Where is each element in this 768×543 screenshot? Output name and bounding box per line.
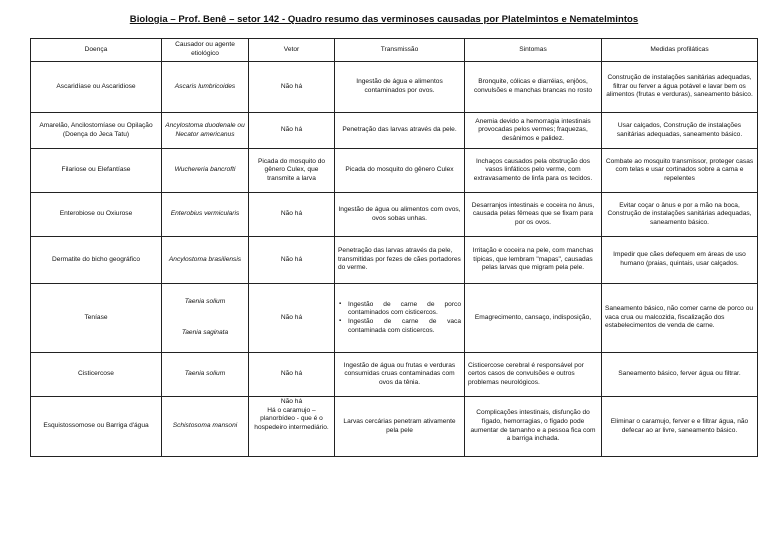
header-vetor: Vetor <box>249 39 335 62</box>
cell-transmissao: Ingestão de água ou alimentos com ovos, ovos sobas unhas. <box>335 193 465 237</box>
cell-doenca: Filariose ou Elefantíase <box>31 149 162 193</box>
header-causador: Causador ou agente etiológico <box>162 39 249 62</box>
cell-doenca: Cisticercose <box>31 353 162 397</box>
table-row <box>31 284 758 353</box>
table-row <box>31 397 758 457</box>
cell-causador <box>162 284 249 353</box>
cell-medidas: Construção de instalações sanitárias adequadas, filtrar ou ferver a água potável e lavar bem os alimentos (frutas e verduras), saneamento básico. <box>602 62 758 113</box>
cell-vetor: Não há <box>249 62 335 113</box>
cell-doenca: Esquistossomose ou Barriga d'água <box>31 397 162 457</box>
vetor-1: Não há <box>280 398 303 405</box>
cell-vetor: Não há <box>249 237 335 284</box>
cell-medidas: Combate ao mosquito transmissor, proteger casas com telas e usar cortinados sobre a cama e repelentes <box>602 149 758 193</box>
cell-transmissao: Penetração das larvas através da pele, transmitidas por fezes de cães portadores do verme. <box>335 237 465 284</box>
cell-sintomas: Complicações intestinais, disfunção do fígado, hemorragias, o fígado pode aumentar de tamanho e a pessoa fica com a barriga inchada. <box>465 397 602 457</box>
cell-causador: Ascaris lumbricoides <box>162 62 249 113</box>
cell-causador: Ancylostoma duodenale ou Necator americanus <box>162 113 249 149</box>
table-row <box>31 113 758 149</box>
table-row <box>31 62 758 113</box>
cell-vetor: Não há <box>249 113 335 149</box>
table-row <box>31 149 758 193</box>
document-title: Biologia – Prof. Benê – setor 142 - Quadro resumo das verminoses causadas por Platelmintos e Nematelmintos <box>129 14 639 25</box>
cell-doenca <box>31 113 162 149</box>
cell-doenca: Dermatite do bicho geográfico <box>31 237 162 284</box>
cell-sintomas: Desarranjos intestinais e coceira no ânus, causada pelas fêmeas que se fixam para por os ovos. <box>465 193 602 237</box>
list-item: ▪ Ingestão de carne de vaca contaminada com cisticercos. <box>348 318 461 335</box>
cell-vetor: Não há <box>249 284 335 353</box>
cell-doenca: Ascaridíase ou Ascaridiose <box>31 62 162 113</box>
causador-2: Taenia saginata <box>181 329 229 336</box>
header-row <box>31 39 758 62</box>
cell-vetor: Picada do mosquito do gênero Culex, que transmite a larva <box>249 149 335 193</box>
transmissao-list <box>338 301 461 335</box>
cell-sintomas: Bronquite, cólicas e diarréias, enjôos, convulsões e manchas brancas no rosto <box>465 62 602 113</box>
cell-sintomas: Inchaços causados pela obstrução dos vasos linfáticos pelo verme, com extravasamento de linfa para os tecidos. <box>465 149 602 193</box>
cell-medidas: Eliminar o caramujo, ferver e e filtrar água, não defecar ao ar livre, saneamento básico. <box>602 397 758 457</box>
cell-transmissao: Ingestão de água ou frutas e verduras consumidas cruas contaminadas com ovos da tênia. <box>335 353 465 397</box>
cell-medidas: Impedir que cães defequem em áreas de uso humano (praias, quintais, usar calçados. <box>602 237 758 284</box>
cell-vetor <box>249 397 335 457</box>
cell-transmissao: Ingestão de água e alimentos contaminados por ovos. <box>335 62 465 113</box>
cell-sintomas: Anemia devido a hemorragia intestinais provocadas pelos vermes; fraquezas, desânimos e palidez. <box>465 113 602 149</box>
cell-medidas: Saneamento básico, não comer carne de porco ou vaca crua ou malcozida, fiscalização dos estabelecimentos de venda de carne. <box>602 284 758 353</box>
doenca-alias: (Doença do Jeca Tatu) <box>62 130 130 138</box>
vetor-2: Há o caramujo – planorbídeo - que é o hospedeiro intermediário. <box>254 406 329 431</box>
cell-vetor: Não há <box>249 193 335 237</box>
header-sintomas: Sintomas <box>465 39 602 62</box>
cell-transmissao: Picada do mosquito do gênero Culex <box>335 149 465 193</box>
verminoses-table <box>30 38 758 457</box>
cell-causador: Enterobius vermicularis <box>162 193 249 237</box>
cell-sintomas: Cisticercose cerebral é responsável por certos casos de convulsões e outros problemas neurológicos. <box>465 353 602 397</box>
header-medidas: Medidas profiláticas <box>602 39 758 62</box>
cell-transmissao: Larvas cercárias penetram ativamente pela pele <box>335 397 465 457</box>
doenca-name: Amarelão, Ancilostomíase ou Opilação <box>39 121 153 129</box>
cell-causador: Wuchereria bancrofti <box>162 149 249 193</box>
cell-medidas: Usar calçados, Construção de instalações sanitárias adequadas, saneamento básico. <box>602 113 758 149</box>
header-doenca: Doença <box>31 39 162 62</box>
list-item: ▪ Ingestão de carne de porco contaminados com cisticercos. <box>348 301 461 318</box>
header-transmissao: Transmissão <box>335 39 465 62</box>
cell-sintomas: Emagrecimento, cansaço, indisposição, <box>465 284 602 353</box>
cell-vetor: Não há <box>249 353 335 397</box>
causador-1: Taenia solium <box>184 298 226 306</box>
cell-medidas: Evitar coçar o ânus e por a mão na boca, Construção de instalações sanitárias adequadas, saneamento básico. <box>602 193 758 237</box>
cell-causador: Taenia solium <box>162 353 249 397</box>
table-row <box>31 193 758 237</box>
cell-transmissao: Penetração das larvas através da pele. <box>335 113 465 149</box>
cell-causador: Schistosoma mansoni <box>162 397 249 457</box>
cell-sintomas: Irritação e coceira na pele, com manchas típicas, que lembram "mapas", causadas pelas larvas que migram pela pele. <box>465 237 602 284</box>
cell-medidas: Saneamento básico, ferver água ou filtrar. <box>602 353 758 397</box>
cell-causador: Ancylostoma brasiliensis <box>162 237 249 284</box>
cell-transmissao <box>335 284 465 353</box>
cell-doenca: Enterobiose ou Oxiurose <box>31 193 162 237</box>
cell-doenca: Teníase <box>31 284 162 353</box>
table-row <box>31 353 758 397</box>
table-row <box>31 237 758 284</box>
